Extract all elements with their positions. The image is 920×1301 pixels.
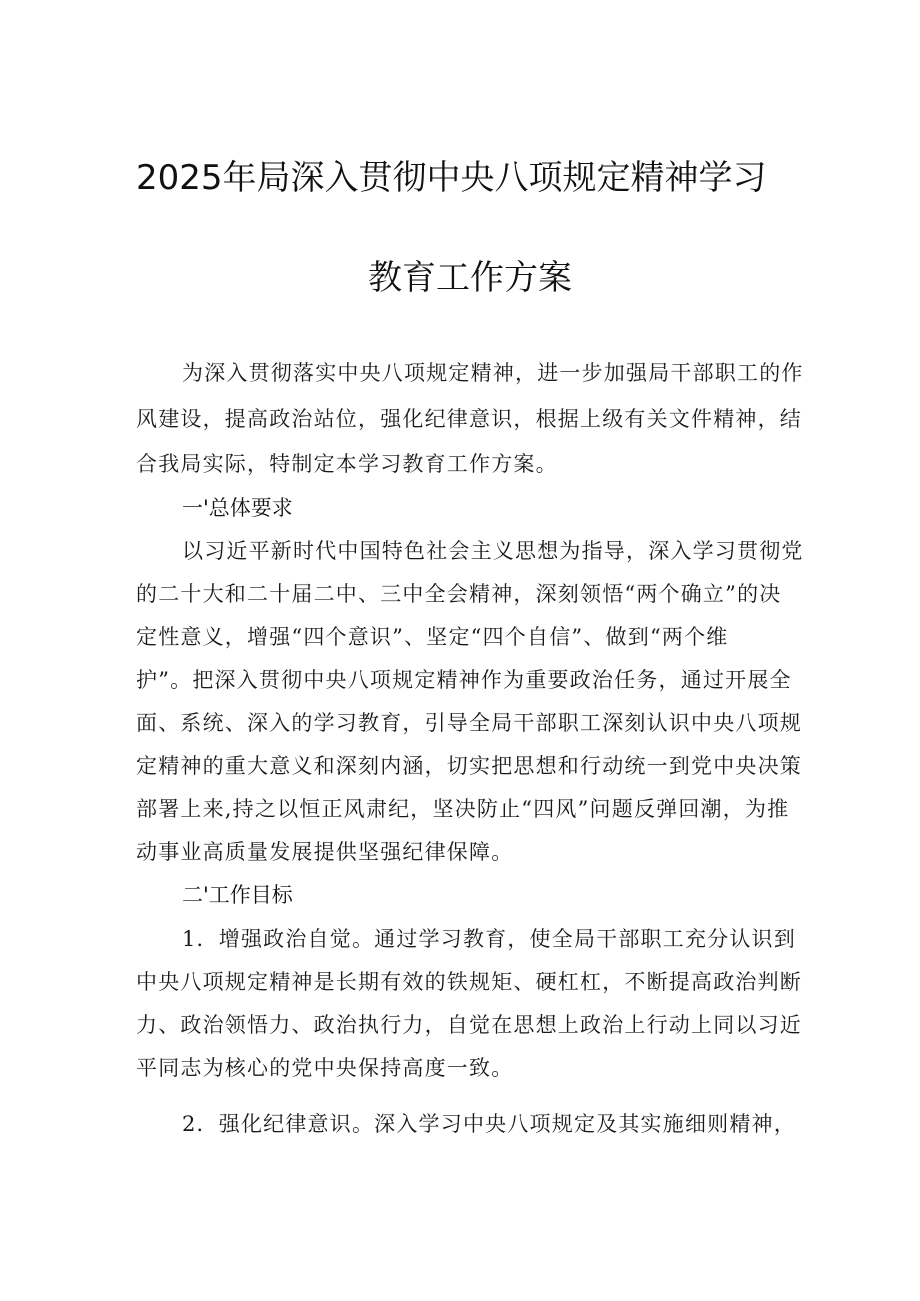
section1-line: 面、系统、深入的学习教育，引导全局干部职工深刻认识中央八项规	[136, 711, 802, 735]
item2-line: 2．强化纪律意识。深入学习中央八项规定及其实施细则精神，	[182, 1112, 796, 1136]
section1-line: 定性意义，增强“四个意识”、坚定“四个自信”、做到“两个维	[136, 625, 729, 649]
section1-line: 部署上来,持之以恒正风肃纪，坚决防止“四风”问题反弹回潮，为推	[136, 797, 790, 821]
document-title-line-2: 教育工作方案	[368, 258, 572, 298]
section1-line: 以习近平新时代中国特色社会主义思想为指导，深入学习贯彻党	[182, 539, 804, 563]
intro-line: 合我局实际，特制定本学习教育工作方案。	[136, 452, 558, 476]
section1-line: 的二十大和二十届二中、三中全会精神，深刻领悟“两个确立”的决	[136, 582, 782, 606]
section1-line: 护”。把深入贯彻中央八项规定精神作为重要政治任务，通过开展全	[136, 668, 792, 692]
item1-line: 平同志为核心的党中央保持高度一致。	[136, 1056, 514, 1080]
item1-line: 1．增强政治自觉。通过学习教育，使全局干部职工充分认识到	[182, 927, 796, 951]
section1-line: 定精神的重大意义和深刻内涵，切实把思想和行动统一到党中央决策	[136, 754, 802, 778]
intro-line: 风建设，提高政治站位，强化纪律意识，根据上级有关文件精神，结	[136, 407, 802, 431]
intro-line: 为深入贯彻落实中央八项规定精神，进一步加强局干部职工的作	[182, 361, 804, 385]
item1-line: 力、政治领悟力、政治执行力，自觉在思想上政治上行动上同以习近	[136, 1013, 802, 1037]
section-heading-work-objectives: 二'工作目标	[182, 883, 293, 907]
section1-line: 动事业高质量发展提供坚强纪律保障。	[136, 840, 514, 864]
document-title-line-1: 2025年局深入贯彻中央八项规定精神学习	[136, 158, 767, 198]
section-heading-general-requirements: 一'总体要求	[182, 496, 293, 520]
item1-line: 中央八项规定精神是长期有效的铁规矩、硬杠杠，不断提高政治判断	[136, 970, 802, 994]
